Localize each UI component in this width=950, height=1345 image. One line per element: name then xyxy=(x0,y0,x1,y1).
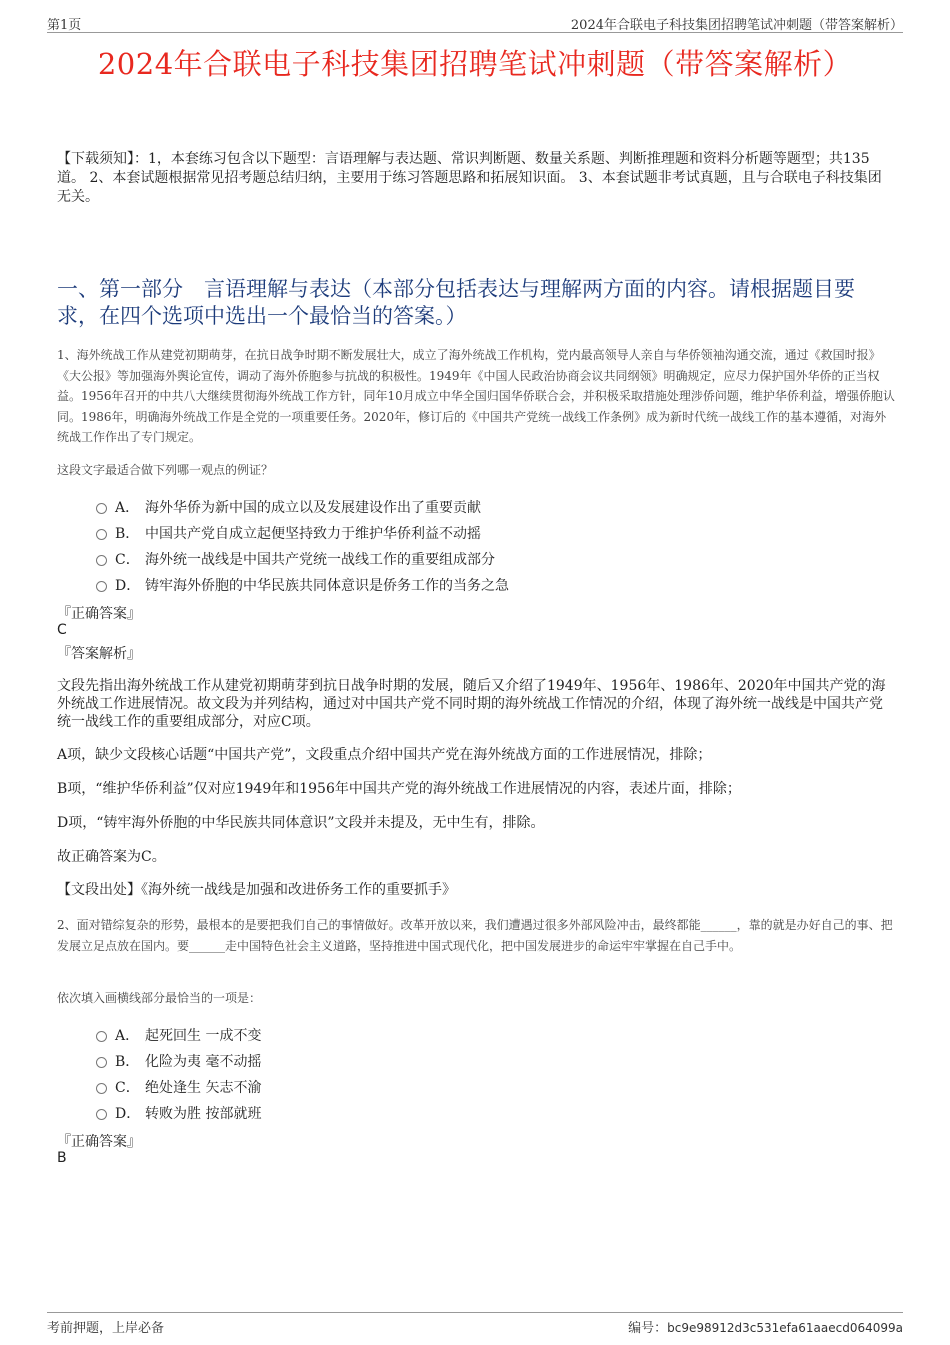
q1-analysis-label: 『答案解析』 xyxy=(57,646,141,662)
section-heading: 一、第一部分 言语理解与表达（本部分包括表达与理解两方面的内容。请根据题目要求，在四个选项中选出一个最恰当的答案。） xyxy=(57,277,855,328)
option-text: 中国共产党自成立起便坚持致力于维护华侨利益不动摇 xyxy=(145,526,481,542)
q2-answer-label: 『正确答案』 xyxy=(57,1134,141,1150)
radio-icon[interactable] xyxy=(96,503,107,514)
footer-slogan: 考前押题，上岸必备 xyxy=(47,1321,165,1336)
option-key: A． xyxy=(115,500,140,516)
option-key: D． xyxy=(115,1106,141,1122)
document-title: 2024年合联电子科技集团招聘笔试冲刺题（带答案解析） xyxy=(97,47,853,81)
q1-analysis-conclusion: 故正确答案为C。 xyxy=(57,849,166,865)
page-header xyxy=(47,14,903,33)
q1-source: 【文段出处】《海外统一战线是加强和改进侨务工作的重要抓手》 xyxy=(57,882,456,898)
radio-icon[interactable] xyxy=(96,555,107,566)
q1-option-d[interactable] xyxy=(96,575,509,595)
radio-icon[interactable] xyxy=(96,1109,107,1120)
download-notice: 【下载须知】：1，本套练习包含以下题型：言语理解与表达题、常识判断题、数量关系题、判断推理题和资料分析题等题型；共135道。 2、本套试题根据常见招考题总结归纳，主要用于练习答题思路和拓展知识面。 3、本套试题非考试真题，且与合联电子科技集团无关。 xyxy=(57,151,882,205)
q2-passage: 2、面对错综复杂的形势，最根本的是要把我们自己的事情做好。改革开放以来，我们遭遇过很多外部风险冲击，最终都能______，靠的就是办好自己的事、把发展立足点放在国内。要______走中国特色社会主义道路，坚持推进中国式现代化，把中国发展进步的命运牢牢掌握在自己手中。 xyxy=(57,918,893,953)
radio-icon[interactable] xyxy=(96,581,107,592)
page-number: 第1页 xyxy=(47,18,82,33)
radio-icon[interactable] xyxy=(96,529,107,540)
q1-option-b[interactable] xyxy=(96,523,481,543)
q1-option-a[interactable] xyxy=(96,497,481,517)
q2-question: 依次填入画横线部分最恰当的一项是： xyxy=(57,991,262,1005)
radio-icon[interactable] xyxy=(96,1057,107,1068)
option-key: C． xyxy=(115,552,140,568)
option-text: 化险为夷 毫不动摇 xyxy=(145,1054,262,1070)
option-key: D． xyxy=(115,578,141,594)
q1-answer-label: 『正确答案』 xyxy=(57,606,141,622)
footer-code xyxy=(628,1317,903,1336)
option-key: A． xyxy=(115,1028,140,1044)
option-text: 海外统一战线是中国共产党统一战线工作的重要组成部分 xyxy=(145,552,495,568)
q1-analysis-a: A项，缺少文段核心话题“中国共产党”，文段重点介绍中国共产党在海外统战方面的工作进展情况，排除； xyxy=(57,747,712,763)
q1-option-c[interactable] xyxy=(96,549,495,569)
option-key: B． xyxy=(115,526,140,542)
option-text: 海外华侨为新中国的成立以及发展建设作出了重要贡献 xyxy=(145,500,481,516)
option-text: 绝处逢生 矢志不渝 xyxy=(145,1080,262,1096)
option-key: C． xyxy=(115,1080,140,1096)
q1-answer: C xyxy=(57,622,67,638)
q1-question: 这段文字最适合做下列哪一观点的例证？ xyxy=(57,463,274,477)
q2-answer: B xyxy=(57,1150,67,1166)
q2-option-a[interactable] xyxy=(96,1025,261,1045)
page-footer xyxy=(47,1312,903,1336)
q2-option-b[interactable] xyxy=(96,1051,261,1071)
q1-analysis-d: D项，“铸牢海外侨胞的中华民族共同体意识”文段并未提及，无中生有，排除。 xyxy=(57,815,545,831)
q1-analysis-b: B项，“维护华侨利益”仅对应1949年和1956年中国共产党的海外统战工作进展情况的内容，表述片面，排除； xyxy=(57,781,741,797)
header-doc-title: 2024年合联电子科技集团招聘笔试冲刺题（带答案解析） xyxy=(570,18,903,33)
q2-option-c[interactable] xyxy=(96,1077,261,1097)
option-key: B． xyxy=(115,1054,140,1070)
footer-code-value: bc9e98912d3c531efa61aaecd064099a xyxy=(667,1321,903,1335)
option-text: 转败为胜 按部就班 xyxy=(145,1106,262,1122)
option-text: 起死回生 一成不变 xyxy=(145,1028,262,1044)
q1-analysis-summary: 文段先指出海外统战工作从建党初期萌芽到抗日战争时期的发展，随后又介绍了1949年、1956年、1986年、2020年中国共产党的海外统战工作进展情况。故文段为并列结构，通过对中国共产党不同时期的海外统战工作情况的介绍，体现了海外统一战线是中国共产党统一战线工作的重要组成部分，对应C项。 xyxy=(57,678,886,730)
radio-icon[interactable] xyxy=(96,1031,107,1042)
footer-code-label: 编号： xyxy=(628,1321,668,1336)
q1-passage: 1、海外统战工作从建党初期萌芽，在抗日战争时期不断发展壮大，成立了海外统战工作机构，党内最高领导人亲自与华侨领袖沟通交流，通过《救国时报》《大公报》等加强海外舆论宣传，调动了海外侨胞参与抗战的积极性。1949年《中国人民政治协商会议共同纲领》明确规定，应尽力保护国外华侨的正当权益。1956年召开的中共八大继续贯彻海外统战工作方针，同年10月成立中华全国归国华侨联合会，并积极采取措施处理涉侨问题，维护华侨利益，增强侨胞认同。1986年，明确海外统战工作是全党的一项重要任务。2020年，修订后的《中国共产党统一战线工作条例》成为新时代统一战线工作的基本遵循，对海外统战工作作出了专门规定。 xyxy=(57,348,895,444)
radio-icon[interactable] xyxy=(96,1083,107,1094)
option-text: 铸牢海外侨胞的中华民族共同体意识是侨务工作的当务之急 xyxy=(145,578,509,594)
q2-option-d[interactable] xyxy=(96,1103,261,1123)
